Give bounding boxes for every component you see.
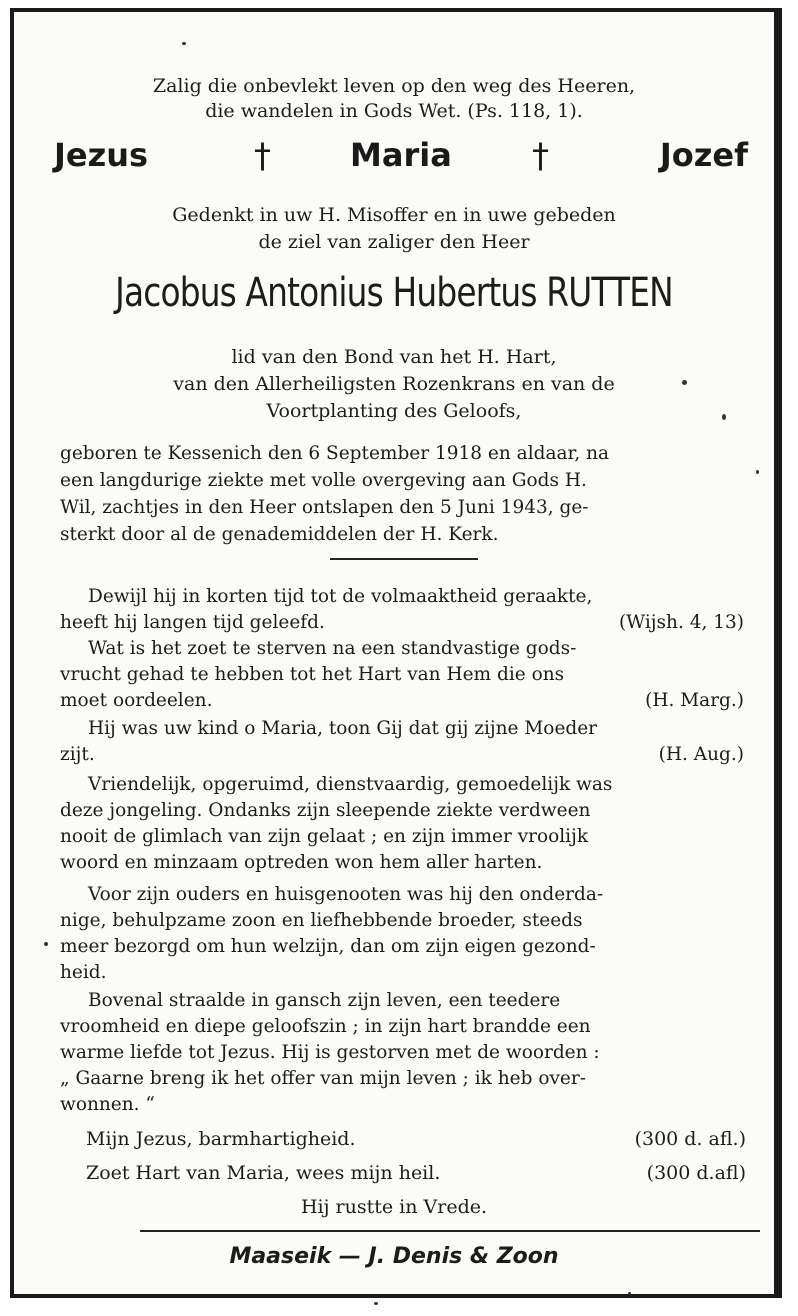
paragraph-line: deze jongeling. Ondanks zijn sleepende ziekte verdween [60,800,591,821]
quote-line: Wat is het zoet te sterven na een standvastige gods- [88,638,577,659]
prayer-sacred-heart [86,1160,746,1186]
family-paragraph [60,882,744,986]
paragraph-line: Voor zijn ouders en huisgenooten was hij den onderda- [88,884,604,905]
divider [140,1230,760,1232]
cross-icon: † [532,136,549,176]
prayer-mercy [86,1126,746,1152]
prayer-text: Mijn Jezus, barmhartigheid. [86,1128,356,1150]
biography [60,440,744,548]
paragraph-line: „ Gaarne breng ik het offer van mijn leven ; ik heb over- [60,1068,586,1089]
quote-line: vrucht gehad te hebben tot het Hart van Hem die ons [60,664,565,685]
membership [14,344,774,425]
paragraph-line: woord en minzaam optreden won hem aller harten. [60,852,543,873]
paragraph-line: nige, behulpzame zoon en liefhebbende broeder, steeds [60,910,583,931]
quote-source: (H. Aug.) [658,744,744,765]
heading-jozef: Jozef [659,136,748,174]
quote-line: zijt. [60,744,95,765]
paragraph-line: Bovenal straalde in gansch zijn leven, een teedere [88,990,561,1011]
remember-line-2: de ziel van zaliger den Heer [258,231,530,253]
bio-line: Wil, zachtjes in den Heer ontslapen den 5 Juni 1943, ge- [60,497,589,518]
paragraph-line: nooit de glimlach van zijn gelaat ; en zijn immer vroolijk [60,826,589,847]
bio-line: een langdurige ziekte met volle overgeving aan Gods H. [60,470,587,491]
quote-line: Dewijl hij in korten tijd tot de volmaaktheid geraakte, [88,586,593,607]
indulgence-note: (300 d. afl.) [634,1128,746,1150]
motto-line-2: die wandelen in Gods Wet. (Ps. 118, 1). [205,100,583,122]
quote-source: (H. Marg.) [645,690,744,711]
character-paragraph [60,772,744,876]
quote-line: heeft hij langen tijd geleefd. [60,612,325,633]
bio-line: geboren te Kessenich den 6 September 1918 en aldaar, na [60,443,610,464]
print-speck [374,1302,378,1305]
printer-imprint: Maaseik — J. Denis & Zoon [229,1244,559,1269]
paragraph-line: wonnen. “ [60,1094,155,1115]
remember-line-1: Gedenkt in uw H. Misoffer en in uwe gebeden [172,204,616,226]
cross-icon: † [254,136,271,176]
paragraph-line: heid. [60,962,107,983]
print-speck [182,42,186,45]
motto-line-1: Zalig die onbevlekt leven op den weg des Heeren, [152,75,636,97]
psalm-motto [14,74,774,124]
quote-line: Hij was uw kind o Maria, toon Gij dat gij zijne Moeder [88,718,598,739]
memorial-card [10,8,782,1298]
quote-augustine [60,716,744,768]
paragraph-line: meer bezorgd om hun welzijn, dan om zijn eigen gezond- [60,936,596,957]
remembrance-request [14,202,774,256]
deceased-name: Jacobus Antonius Hubertus RUTTEN [115,270,673,316]
divider [330,558,478,560]
print-speck [628,1292,631,1295]
quote-margaret [60,636,744,714]
rest-in-peace: Hij rustte in Vrede. [300,1196,488,1218]
bio-line: sterkt door al de genademiddelen der H. Kerk. [60,524,499,545]
indulgence-note: (300 d.afl) [646,1162,746,1184]
prayer-text: Zoet Hart van Maria, wees mijn heil. [86,1162,441,1184]
holy-family-heading [54,136,748,180]
quote-line: moet oordeelen. [60,690,213,711]
print-speck [722,414,726,420]
quote-source: (Wijsh. 4, 13) [618,612,744,633]
paragraph-line: warme liefde tot Jezus. Hij is gestorven met de woorden : [60,1042,600,1063]
heading-maria: Maria [350,136,452,174]
faith-paragraph [60,988,744,1118]
heading-jezus: Jezus [54,136,149,174]
membership-line-1: lid van den Bond van het H. Hart, [231,346,557,368]
print-speck [756,470,759,474]
quote-wisdom [60,584,744,636]
membership-line-2: van den Allerheiligsten Rozenkrans en van de [173,373,615,395]
membership-line-3: Voortplanting des Geloofs, [266,400,522,422]
print-speck [44,942,48,946]
paragraph-line: Vriendelijk, opgeruimd, dienstvaardig, gemoedelijk was [88,774,613,795]
paragraph-line: vroomheid en diepe geloofszin ; in zijn hart brandde een [60,1016,591,1037]
print-speck [682,380,687,385]
